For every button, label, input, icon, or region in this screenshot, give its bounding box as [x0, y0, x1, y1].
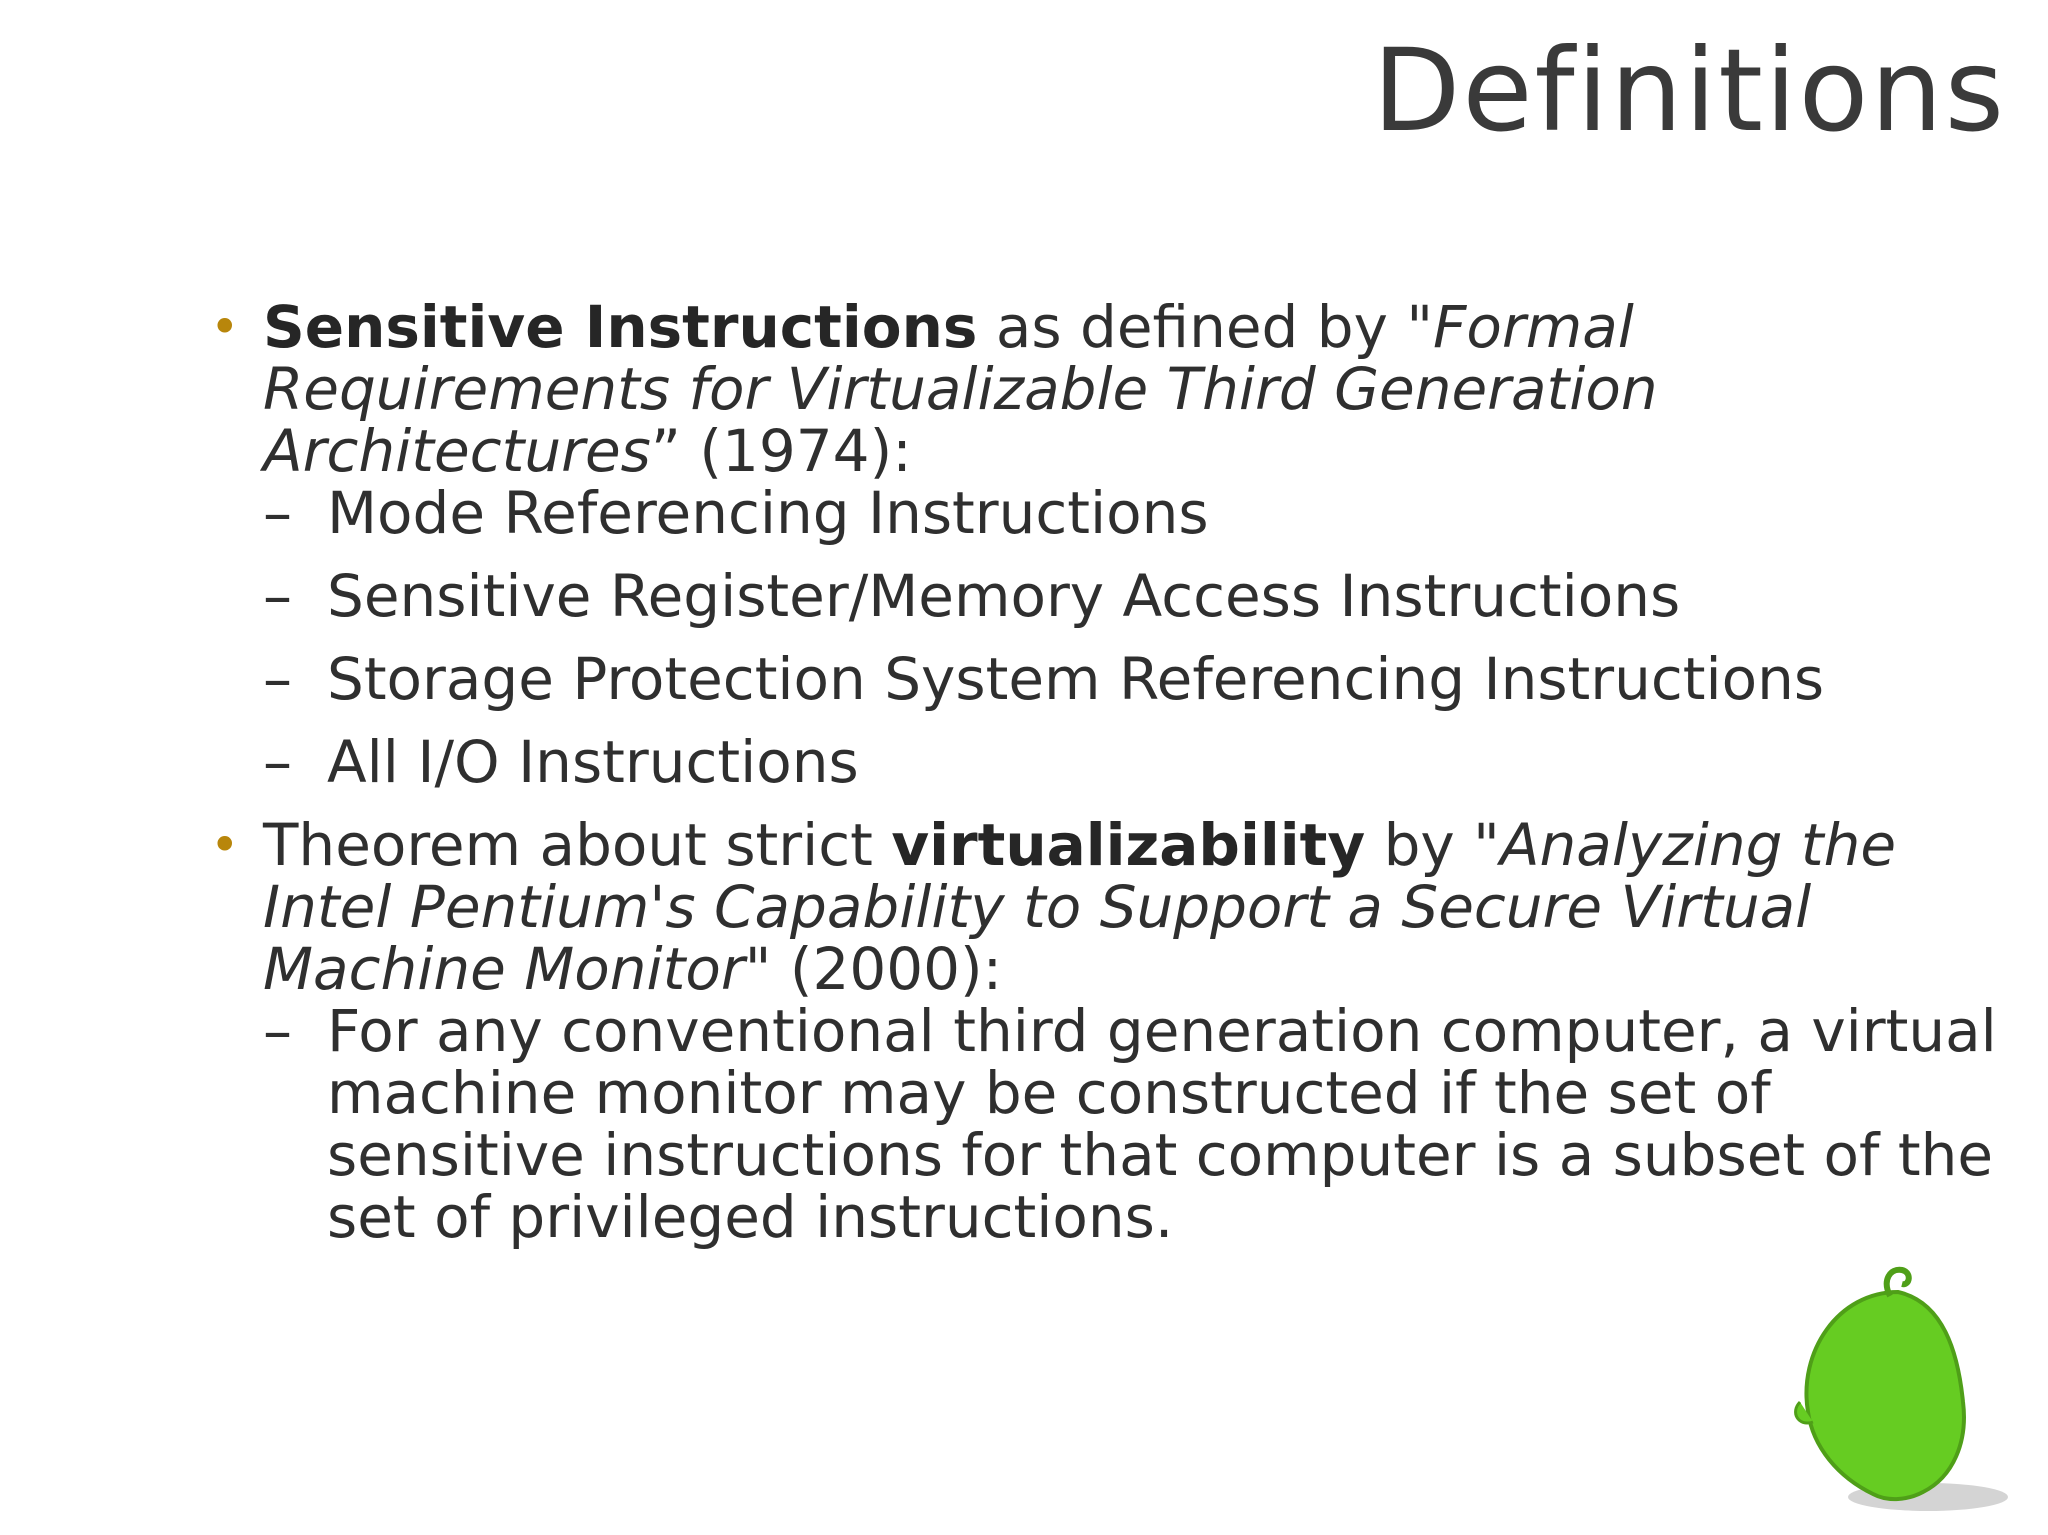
bullet-text: [263, 293, 1658, 485]
sub-item: [263, 479, 2030, 547]
bullet-text-part: as defined by ": [977, 293, 1434, 361]
dash-marker: –: [263, 997, 292, 1065]
dash-marker: –: [263, 479, 292, 547]
sub-item-text: All I/O Instructions: [327, 728, 859, 796]
paper-title: Analyzing the Intel Pentium's Capability to Support a Secure Virtual Machine Monitor: [263, 811, 1897, 1003]
sub-list: [263, 479, 2030, 796]
bullet-text-part: Theorem about strict: [263, 811, 892, 879]
sub-item: [263, 997, 2030, 1251]
sub-item-text: Storage Protection System Referencing Instructions: [327, 645, 1825, 713]
sub-item-text: For any conventional third generation computer, a virtual machine monitor may be constructed if the set of sensitive instructions for that computer is a subset of the set of privileged instructions.: [327, 997, 1997, 1251]
bullet-dot: •: [210, 816, 240, 874]
sub-item: [263, 728, 2030, 796]
sub-item: [263, 645, 2030, 713]
bullet-theorem: [210, 811, 2030, 1251]
sub-list: [263, 997, 2030, 1251]
dash-marker: –: [263, 645, 292, 713]
dash-marker: –: [263, 562, 292, 630]
bullet-dot: •: [210, 298, 240, 356]
paper-title: Formal Requirements for Virtualizable Third Generation Architectures: [263, 293, 1658, 485]
bold-term: virtualizability: [891, 811, 1366, 879]
sub-item: [263, 562, 2030, 630]
sub-item-text: Mode Referencing Instructions: [327, 479, 1209, 547]
bullet-sensitive-instructions: [210, 293, 2030, 796]
bullet-text-part: " (2000):: [744, 935, 1003, 1003]
dash-marker: –: [263, 728, 292, 796]
bullet-text-part: by ": [1365, 811, 1500, 879]
green-mascot-icon: [1778, 1262, 2038, 1522]
bullet-text-part: ” (1974):: [650, 417, 912, 485]
bold-term: Sensitive Instructions: [263, 293, 978, 361]
bullet-text: [263, 811, 1896, 1003]
slide-title: Definitions: [1372, 24, 2006, 157]
slide-body: [210, 293, 2030, 1269]
sub-item-text: Sensitive Register/Memory Access Instructions: [327, 562, 1681, 630]
